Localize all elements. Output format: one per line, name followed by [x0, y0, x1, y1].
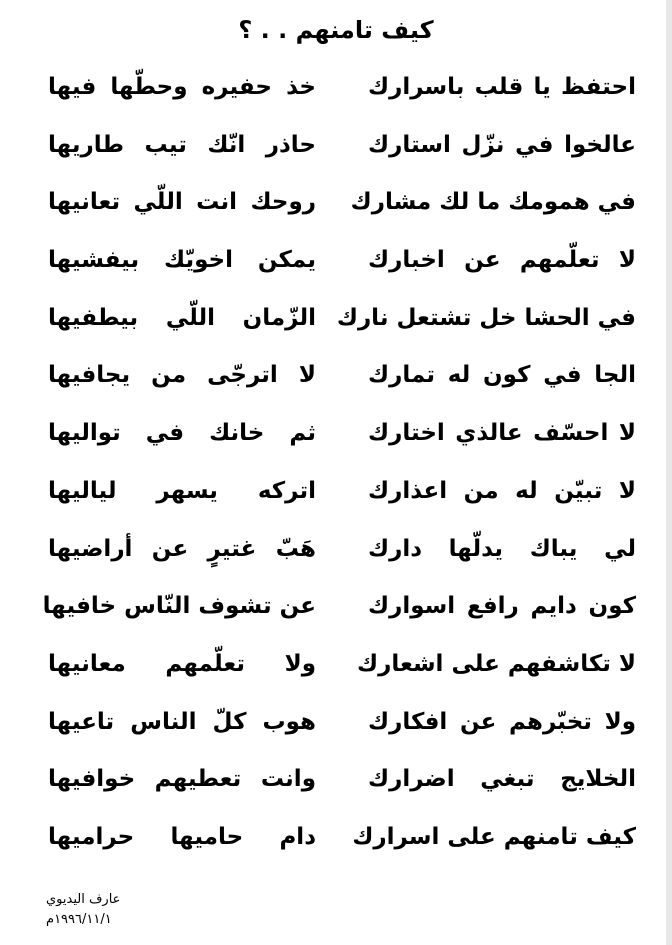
poem-body — [36, 67, 636, 875]
verse-second-hemistich: الزّمان اللّي بيطفيها — [48, 304, 316, 331]
verse — [36, 413, 636, 471]
verse — [36, 125, 636, 183]
verse-second-hemistich: ثم خانك في تواليها — [48, 420, 316, 447]
verse-first-hemistich: الجا في كون له تمارك — [368, 362, 636, 389]
verse-second-hemistich: يمكن اخويّك بيفشيها — [48, 247, 316, 274]
verse-second-hemistich: دام حاميها حراميها — [48, 823, 316, 850]
poem-title: كيف تامنهم . . ؟ — [238, 16, 434, 44]
verse-second-hemistich: روحك انت اللّي تعانيها — [48, 189, 316, 216]
scan-edge — [666, 0, 672, 945]
verse-second-hemistich: هوب كلّ الناس تاعيها — [48, 708, 316, 735]
verse-first-hemistich: كون دايم رافع اسوارك — [368, 593, 636, 620]
verse-second-hemistich: حاذر انّك تيب طاريها — [48, 131, 316, 158]
verse — [36, 355, 636, 413]
poem-date: ١٩٩٦/١١/١م — [46, 912, 112, 927]
verse-first-hemistich: في همومك ما لك مشارك — [350, 189, 636, 216]
verse-second-hemistich: خذ حفيره وحطّها فيها — [48, 74, 316, 100]
verse-first-hemistich: لا احسّف عالذي اختارك — [368, 420, 636, 447]
verse — [36, 817, 636, 875]
verse-first-hemistich: في الحشا خل تشتعل نارك — [336, 304, 636, 331]
verse-second-hemistich: هَبّ غتيرٍ عن أراضيها — [48, 535, 316, 562]
verse-second-hemistich: اتركه يسهر لياليها — [48, 477, 316, 504]
verse — [36, 298, 636, 356]
signature-block — [46, 890, 120, 930]
verse-first-hemistich: كيف تامنهم على اسرارك — [352, 823, 636, 850]
verse-first-hemistich: لا تعلّمهم عن اخبارك — [368, 247, 636, 274]
verse-first-hemistich: ولا تخبّرهم عن افكارك — [368, 708, 636, 735]
verse-first-hemistich: لي يباك يدلّها دارك — [368, 535, 636, 562]
verse-first-hemistich: لا تبيّن له من اعذارك — [368, 477, 636, 504]
verse — [36, 529, 636, 587]
verse-first-hemistich: الخلايج تبغي اضرارك — [368, 766, 636, 793]
verse-second-hemistich: ولا تعلّمهم معانيها — [48, 650, 316, 677]
verse — [36, 67, 636, 125]
verse — [36, 759, 636, 817]
poet-name: عارف اليديوي — [46, 892, 121, 907]
verse — [36, 586, 636, 644]
verse-second-hemistich: وانت تعطيهم خوافيها — [48, 766, 316, 793]
verse-first-hemistich: احتفظ يا قلب باسرارك — [368, 74, 636, 100]
verse-second-hemistich: عن تشوف النّاس خافيها — [42, 593, 316, 620]
verse — [36, 240, 636, 298]
verse-first-hemistich: عالخوا في نزّل استارك — [368, 131, 636, 158]
verse — [36, 471, 636, 529]
verse — [36, 182, 636, 240]
verse-first-hemistich: لا تكاشفهم على اشعارك — [357, 650, 636, 677]
verse — [36, 644, 636, 702]
verse-second-hemistich: لا اترجّى من يجافيها — [48, 362, 316, 389]
verse — [36, 702, 636, 760]
